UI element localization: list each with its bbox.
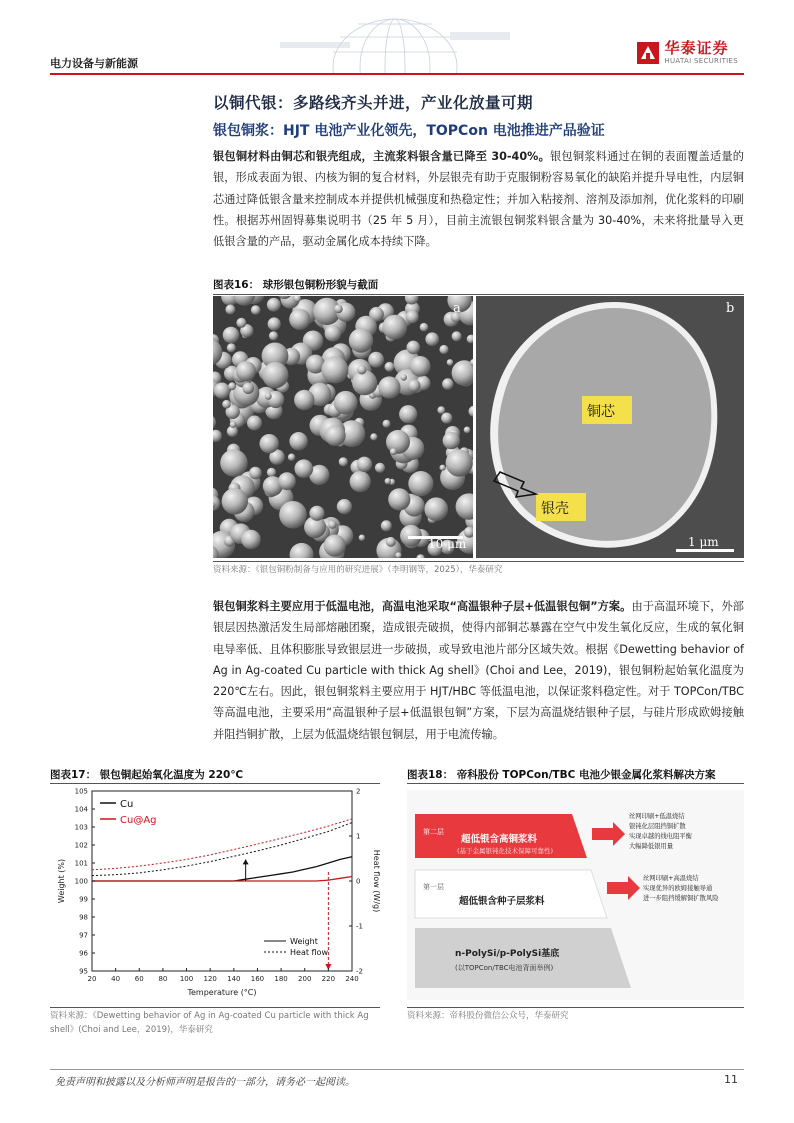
fig16-sem-image-a [213, 296, 473, 558]
legend-material-label: Cu [120, 799, 134, 810]
particle [267, 468, 276, 477]
particle [294, 390, 314, 410]
legend-line-label: Heat flow [290, 948, 328, 957]
fig16-title-rule [213, 294, 744, 295]
paragraph-1-lead: 银包铜材料由铜芯和银壳组成，主流浆料银含量已降至 30-40%。 [213, 150, 550, 163]
fig18-layer-diagram [407, 790, 744, 1000]
particle [388, 488, 410, 510]
arrow-up-icon [243, 859, 249, 864]
particle [339, 457, 348, 466]
particle [385, 362, 395, 372]
fig16-source: 资料来源：《银包铜粉制备与应用的研究进展》（李明钢等，2025），华泰研究 [213, 565, 503, 575]
x-tick-label: 200 [298, 975, 312, 983]
particle [309, 506, 324, 521]
particle [386, 537, 396, 547]
layer2-name: 超低银含高铜浆料 [461, 834, 538, 845]
layer1-name: 超低银含种子层浆料 [459, 896, 545, 907]
particle [220, 449, 247, 476]
particle [269, 331, 278, 340]
x-tick-label: 20 [87, 975, 97, 983]
fig17-title-rule [50, 783, 380, 784]
particle [407, 341, 421, 355]
section-title: 以铜代银：多路线齐头并进，产业化放量可期 [213, 94, 534, 112]
particle [383, 420, 391, 428]
y2-tick-label: 2 [356, 787, 361, 796]
particle [262, 362, 288, 388]
particle [289, 309, 310, 330]
y-tick-label: 104 [74, 805, 88, 814]
x-tick-label: 120 [203, 975, 217, 983]
paragraph-1 [213, 146, 744, 252]
x-tick-label: 80 [158, 975, 168, 983]
particle [334, 391, 358, 415]
particle [278, 472, 296, 490]
particle [260, 434, 279, 453]
particle [408, 380, 420, 392]
x-tick-label: 140 [227, 975, 241, 983]
paragraph-2-lead: 银包铜浆料主要应用于低温电池，高温电池采取“高温银种子层+低温银包铜”方案。 [213, 600, 632, 613]
fig17-oxidation-chart [52, 785, 382, 1005]
layer1-note-1: 丝网印刷+高温烧结 [643, 875, 699, 882]
y-tick-label: 105 [74, 787, 88, 796]
x-tick-label: 40 [111, 975, 121, 983]
particle [236, 318, 246, 328]
particle [236, 361, 256, 381]
y-tick-label: 102 [74, 841, 88, 850]
particle [328, 521, 336, 529]
particle [442, 378, 453, 389]
particle [400, 525, 422, 547]
page-header [0, 0, 794, 78]
y-tick-label: 103 [74, 823, 88, 832]
x-axis-label: Temperature (°C) [187, 988, 257, 997]
y2-axis-label: Heat flow (W/g) [372, 849, 381, 913]
y2-tick-label: 1 [356, 832, 361, 841]
sem-particles-svg [213, 296, 473, 558]
x-tick-label: 240 [345, 975, 359, 983]
y-tick-label: 95 [79, 967, 88, 976]
y-axis-label: Weight (%) [57, 858, 66, 904]
layer2-note-4: 大幅降低银用量 [629, 843, 674, 850]
particle [214, 383, 230, 399]
particle [325, 425, 346, 446]
particle [227, 343, 236, 352]
particle [242, 383, 254, 395]
particle [443, 432, 460, 449]
particle [399, 405, 417, 423]
particle [464, 427, 471, 434]
logo-english: HUATAI SECURITIES [664, 57, 738, 65]
layer1-note-3: 进一步阻挡缓解铜扩散风险 [643, 895, 719, 902]
scale-bar-a: 10 μm [428, 537, 467, 551]
paragraph-2-body: 由于高温环境下，外部银层因热激活发生局部熔融团聚，造成银壳破损，使得内部铜芯暴露在空气中发生氧化反应，生成的氧化铜电导率低、且体积膨胀导致银层进一步破损，或导致电池片部分区域失效。根据《Dewetting behavior of Ag in Ag-coated Cu particle with thick Ag shell》(Choi and Lee，2019)，银包铜粉起始氧化温度为 220℃左右。因此，银包铜浆料主要应用于 HJT/HBC 等低温电池，以保证浆料稳定性。对于 TOPCon/TBC 等高温电池，主要采用“高温银种子层+低温银包铜”方案，下层为高温烧结银种子层，与硅片形成欧姆接触并阻挡铜扩散，上层为低温烧结银包铜层，用于电流传输。 [213, 600, 744, 741]
fig18-title-rule [407, 783, 744, 784]
particle [352, 370, 377, 395]
particle [400, 374, 407, 381]
subsection-title: 银包铜浆：HJT 电池产业化领先，TOPCon 电池推进产品验证 [213, 123, 605, 139]
legend-line-label: Weight [290, 937, 318, 946]
globe-watermark-icon [270, 12, 520, 74]
particle [279, 501, 307, 529]
fig18-bottom-rule [407, 1007, 744, 1008]
huatai-logo-icon [637, 42, 659, 64]
base-sub: (以TOPCon/TBC电池背面举例) [455, 964, 554, 972]
particle [370, 433, 377, 440]
particle [267, 298, 281, 312]
particle [410, 356, 431, 377]
particle [321, 356, 348, 383]
particle [230, 421, 237, 428]
particle [289, 432, 307, 450]
particle [334, 305, 343, 314]
x-tick-label: 220 [321, 975, 336, 983]
sem-cross-section-svg [476, 296, 744, 558]
y2-tick-label: 0 [356, 877, 361, 886]
particle [382, 315, 407, 340]
particle [452, 331, 462, 341]
particle [249, 467, 262, 480]
layer2-note-1: 丝网印刷+低温烧结 [629, 813, 685, 820]
particle [408, 471, 433, 496]
x-tick-label: 100 [179, 975, 194, 983]
fig18-source: 资料来源：帝科股份微信公众号，华泰研究 [407, 1011, 569, 1021]
y2-tick-label: -2 [356, 967, 363, 976]
particle [446, 449, 473, 476]
fig17-title: 图表17： 银包铜起始氧化温度为 220℃ [50, 769, 244, 781]
particle [441, 413, 452, 424]
particle [337, 499, 352, 514]
fig18-title: 图表18： 帝科股份 TOPCon/TBC 电池少银金属化浆料解决方案 [407, 769, 716, 781]
huatai-logo [637, 40, 738, 65]
layer2-sub: (基于金属银钝化技术保障可靠性) [457, 847, 554, 855]
y-tick-label: 100 [74, 877, 88, 886]
particle [368, 352, 384, 368]
y-tick-label: 97 [79, 931, 88, 940]
particle [424, 497, 448, 521]
particle [265, 393, 272, 400]
particle [268, 317, 281, 330]
x-tick-label: 160 [250, 975, 265, 983]
fig17-bottom-rule [50, 1007, 380, 1008]
particle [447, 359, 454, 366]
particle [228, 382, 236, 390]
series-cuag-heat-flow [92, 819, 352, 870]
particle [222, 400, 231, 409]
particle [381, 520, 392, 531]
paragraph-1-body: 银包铜浆料通过在铜的表面覆盖适量的银，形成表面为银、内核为铜的复合材料，外层银壳有助于克服铜粉容易氧化的缺陷并提升导电性，内层铜芯通过降低银含量来控制成本并提供机械强度和热稳定性；并加入粘接剂、溶剂及添加剂，优化浆料的印刷性。根据苏州固锝募集说明书（25 年 5 月），目前主流银包铜浆料银含量为 30-40%，未来将批量导入更低银含量的产品，驱动金属化成本持续下降。 [213, 150, 744, 249]
particle [406, 310, 419, 323]
particle [295, 459, 314, 478]
layer2-note-3: 实现卓越的线电阻平衡 [629, 833, 692, 840]
core-label: 铜芯 [587, 404, 615, 420]
layer1-note-2: 实现优异的欧姆接触导通 [643, 885, 713, 892]
particle [437, 406, 445, 414]
layer2-tag: 第二层 [423, 828, 444, 836]
series-cuag-weight [92, 877, 352, 882]
header-divider [50, 73, 744, 75]
footer-divider [50, 1069, 744, 1070]
paragraph-2 [213, 596, 744, 745]
fig16-sem-image-b [476, 296, 744, 558]
legend-material-label: Cu@Ag [120, 815, 157, 826]
particle [349, 328, 373, 352]
fig17-source: 资料来源：《Dewetting behavior of Ag in Ag-coated Cu particle with thick Ag shell》(Choi and Lee，2019)，华泰研究 [50, 1011, 369, 1035]
x-tick-label: 180 [274, 975, 288, 983]
y2-tick-label: -1 [356, 922, 363, 931]
y-tick-label: 99 [79, 895, 88, 904]
fig16-bottom-rule [213, 561, 744, 562]
particle [288, 454, 295, 461]
particle [375, 463, 385, 473]
particle [386, 430, 410, 454]
x-tick-label: 60 [134, 975, 144, 983]
base-name: n-PolySi/p-PolySi基底 [455, 949, 560, 959]
particle [350, 471, 371, 492]
particle [357, 365, 366, 374]
particle [223, 327, 240, 344]
panel-label-a: a [453, 301, 461, 316]
fig16-title: 图表16： 球形银包铜粉形貌与截面 [213, 279, 379, 291]
particle [251, 305, 261, 315]
particle [378, 376, 400, 398]
particle [324, 535, 346, 557]
footer-disclaimer: 免责声明和披露以及分析师声明是报告的一部分，请务必一起阅读。 [55, 1077, 355, 1088]
particle [440, 465, 446, 471]
panel-label-b: b [726, 301, 735, 316]
logo-chinese: 华泰证券 [664, 39, 729, 57]
scale-bar-b: 1 μm [688, 535, 719, 549]
y-tick-label: 98 [79, 913, 88, 922]
y-tick-label: 101 [74, 859, 88, 868]
particle [439, 345, 448, 354]
particle [225, 305, 235, 315]
series-cu-weight [92, 857, 352, 881]
particle [241, 530, 261, 550]
layer1-block [415, 870, 607, 918]
layer2-note-2: 银钝化层阻挡铜扩散 [629, 823, 686, 830]
particle [385, 478, 391, 484]
layer1-tag: 第一层 [423, 883, 444, 891]
sector-label: 电力设备与新能源 [50, 57, 138, 70]
page-number: 11 [724, 1073, 738, 1086]
particle [425, 332, 439, 346]
particle [390, 448, 397, 455]
particle [247, 416, 262, 431]
particle [325, 325, 342, 342]
particle [420, 323, 429, 332]
particle [359, 535, 365, 541]
y-tick-label: 96 [79, 949, 88, 958]
shell-label: 银壳 [541, 501, 569, 517]
particle [357, 457, 372, 472]
particle [222, 488, 248, 514]
